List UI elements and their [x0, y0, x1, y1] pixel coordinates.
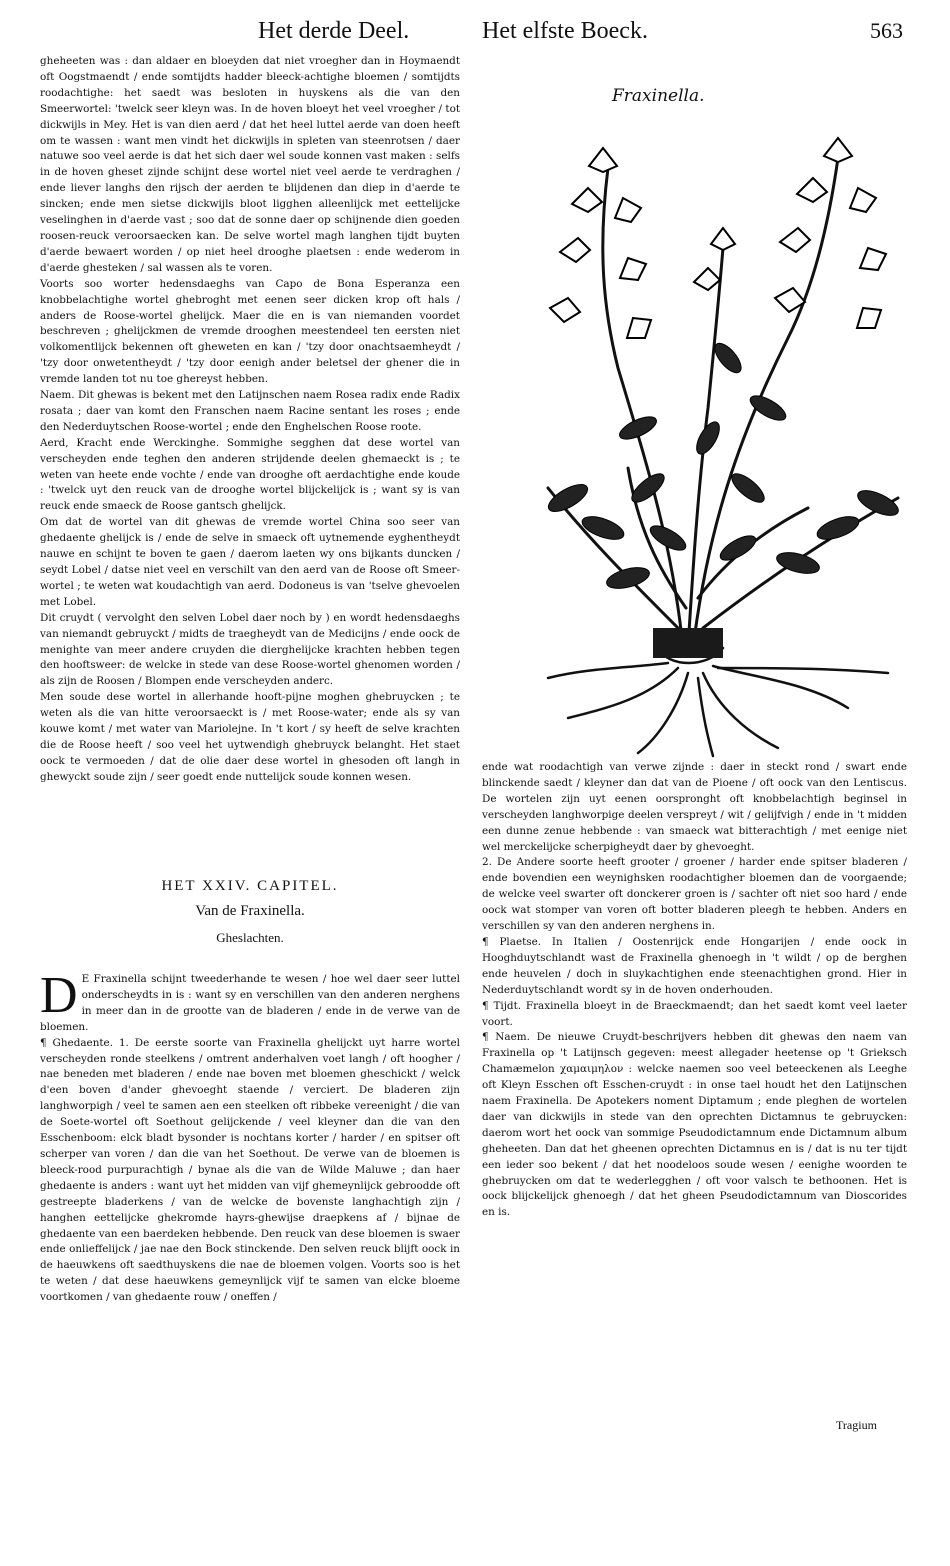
drop-cap: D — [40, 967, 78, 1024]
paragraph: Voorts soo worter hedensdaeghs van Capo de Bona Esperanza een knobbelachtighe wortel ghebroght met eenen seer dicken krop oft hals / anders de Roose-wortel ghelijck. Maer die en is van niemanden voordet beschreven ; ghelijckmen de vremde drooghen meestendeel ten eersten niet volkomentlijck bekennen oft gheweten en kan / 'tzy door onachtsaemheydt / 'tzy door onwetentheydt / 'tzy door eenigh ander beletsel der ghener die in vremde landen tot nu toe ghereyst hebben. — [40, 277, 460, 386]
right-column — [482, 760, 907, 1221]
paragraph: gheheeten was : dan aldaer en bloeyden dat niet vroegher dan in Hoymaendt oft Oogstmaendt / ende somtijdts hadder bleeck-achtighe bloemen / somtijdts roodachtighe: het saedt was besloten in huyskens als die van den Smeerwortel: 'twelck seer kleyn was. In de hoven bloeyt het veel vroegher / tot dickwijls in Mey. Het is van dien aerd / dat het heel luttel aerde van doen heeft om te wassen : want men vindt het dickwijls in spleten van steenrotsen / daer natuwe soo veel aerde is dat het sich daer wel soude konnen vast maken : selfs in de hoven gheset zijnde schijnt dese wortel niet veel aerde te verdraghen / ende liever langhs den rijsch der aerden te blijdenen dan diep in d'aerde te sincken; ende men sietse dickwijls bloot ligghen alleenlijck met eettelijcke veselinghen in d'aerde vast ; soo dat de sonne daer op schijnende dien goeden roosen-reuck veroorsaecken kan. De selve wortel magh langhen tijdt buyten d'aerde bewaert worden / op niet heel drooghe plaetsen : ende wederom in d'aerde ghesteken / sal wassen als te voren. — [40, 55, 460, 274]
left-column-bottom — [40, 967, 460, 1306]
running-head-part: Het derde Deel. — [258, 18, 410, 44]
paragraph-text: E Fraxinella schijnt tweederhande te wesen / hoe wel daer seer luttel onderscheydts in is : want sy en verschillen van den anderen nerghens in meer dan in de grootte van de bladeren / ende in de verwe van de bloemen. — [40, 973, 460, 1033]
paragraph: ¶ Plaetse. In Italien / Oostenrijck ende Hongarijen / ende oock in Hooghduytschlandt wast de Fraxinella ghenoegh in 't wildt / op de berghen ende heuvelen / doch in sluykachtighen ende steenachtighen grond. Hier in Nederduytschlandt wordt sy in de hoven onderhouden. — [482, 935, 907, 996]
paragraph: Dit cruydt ( vervolght den selven Lobel daer noch by ) en wordt hedensdaeghs van niemandt gebruyckt / midts de traegheydt van de Medicijns / ende oock de menighte van meer andere cruyden die dierghelijcke krachten hebben tegen den hooftsweer: de welcke in stede van dese Roose-wortel ghenomen worden / als zijn de Roosen / Blompen ende verscheyden anderc. — [40, 611, 460, 688]
catchword: Tragium — [836, 1418, 877, 1432]
paragraph — [40, 967, 460, 1036]
paragraph: Men soude dese wortel in allerhande hooft-pijne moghen ghebruycken ; te weten als die van hitte veroorsaeckt is / met Roose-water; ende als sy van kouwe komt / met water van Mariolejne. In 't kort / sy heeft de selve krachten die de Roose heeft / soo veel het uytwendigh ghebruyck belanght. Het staet oock te vermoeden / dat de olie daer dese wortel in ghesoden oft langh in ghewyckt soude zijn / seer goedt ende nuttelijck soude konnen wesen. — [40, 691, 460, 783]
paragraph: Aerd, Kracht ende Werckinghe. Sommighe segghen dat dese wortel van verscheyden ende teghen den anderen strijdende deelen ghemaeckt is ; te weten van heete ende vochte / ende van drooghe oft aerdachtighe ende koude : 'twelck uyt den reuck van de drooghe wortel blijckelijck is ; want sy is van reuck ende smaeck de Roose gantsch ghelijck. — [40, 436, 460, 513]
left-column-top — [40, 54, 460, 786]
running-head-book: Het elfste Boeck. — [482, 18, 648, 44]
chapter-heading — [40, 878, 460, 946]
fraxinella-woodcut — [508, 108, 928, 760]
chapter-title: Van de Fraxinella. — [195, 903, 305, 919]
paragraph: Om dat de wortel van dit ghewas de vremde wortel China soo seer van ghedaente ghelijck is / ende de selve in smaeck oft uytnemende eyghentheydt nauwe en schijnt te boven te gaen / daerom laeten wy ons bijkants duncken / seydt Lobel / datse niet veel en verschilt van den aerd van de Roose oft Smeer-wortel ; te weten wat koudachtigh van aerd. Dodoneus is van 'tselve ghevoelen met Lobel. — [40, 516, 460, 608]
section-heading: Gheslachten. — [216, 930, 284, 945]
paragraph: ¶ Naem. De nieuwe Cruydt-beschrijvers hebben dit ghewas den naem van Fraxinella op 't Latijnsch gegeven: meest allegader heetense op 't Grieksch Chamæmelon χαμαιμηλον : welcke naemen soo veel beteeckenen als Leeghe oft Kleyn Esschen oft Esschen-cruydt : in onse tael houdt het den Latijnschen naem Fraxinella. De Apotekers noment Diptamum ; ende pleghen de wortelen daer van dickwijls in stede van den oprechten Dictamnus te gebruycken: daerom wort het oock van sommige Pseudodictamnum ende Dictamnum album gheheeten. Dan dat het gheenen oprechten Dictamnus en is / dat is nu ter tijdt een ieder soo bekent / dat het noodeloos soude wesen / eenighe woorden te ghebruycken om dat te wederlegghen / oft voor valsch te bethoonen. Het is oock blijckelijck ghenoegh / dat het gheen Pseudodictamnum van Dioscorides en is. — [482, 1031, 907, 1219]
paragraph: ¶ Ghedaente. 1. De eerste soorte van Fraxinella ghelijckt uyt harre wortel verscheyden ronde steelkens / omtrent anderhalven voet langh / oft hoogher / nae beneden met bladeren / ende nae boven met bloemen gheschickt / welck d'een boven d'ander ghevoeght staende / verciert. De bladeren zijn langhworpigh / veel te samen aen een steelken oft ribbeke vereenight / die van de Soete-wortel oft Soethout gelijckende / veel kleyner dan die van den Esschenboom: elck bladt bysonder is nochtans korter / harder / en spitser oft scherper van voren / dan die van het Soethout. De verwe van de bloemen is bleeck-rood purpurachtigh / bynae als die van de Wilde Maluwe ; dan haer ghedaente is anders : want uyt het midden van vijf ghemeynlijck gebroodde oft gestreepte bladerkens / van de welcke de bovenste langhachtigh zijn / hanghen eettelijcke ghekromde hayrs-ghewijse draepkens af / bijnae de ghedaente van een baerdeken hebbende. Den reuck van dese bloemen is swaer ende onlieffelijck / jae nae den Bock stinckende. Den selven reuck blijft oock in de haeuwkens oft saedthuyskens die nae de bloemen volgen. Voorts soo is het te weten / dat dese haeuwkens gemeynlijck vijf te samen van elcke bloeme voortkomen / van ghedaente rouw / oneffen / — [40, 1036, 460, 1304]
paragraph: ende wat roodachtigh van verwe zijnde : daer in steckt rond / swart ende blinckende saedt / kleyner dan dat van de Pioene / oft oock van den Lentiscus. De wortelen zijn uyt eenen oorspronght oft knobbelachtigh beginsel in verscheyden langhworpige deelen verspreyt / wit / gelijfvigh / ende in 't midden een dunne zenue hebbende : van smaeck wat bitterachtigh / met eenige niet wel merckelijcke scherpigheydt daer by ghevoeght. — [482, 761, 907, 853]
paragraph: Naem. Dit ghewas is bekent met den Latijnschen naem Rosea radix ende Radix rosata ; daer van komt den Franschen naem Racine sentant les roses ; ende den Nederduytschen Roose-wortel ; ende den Enghelschen Roose roote. — [40, 389, 460, 433]
paragraph: 2. De Andere soorte heeft grooter / groener / harder ende spitser bladeren / ende bovendien een weynighsken roodachtigher bloemen dan de voorgaende; de welcke veel swarter oft donckerer groen is / sachter oft niet soo hard / ende oock wat stomper van voren oft botter bladeren pleegh te hebben. Anders en verschillen sy van den anderen nerghens in. — [482, 856, 907, 933]
chapter-number: HET XXIV. CAPITEL. — [161, 878, 339, 894]
page-number: 563 — [870, 18, 903, 43]
figure-title: Fraxinella. — [612, 86, 705, 106]
paragraph: ¶ Tijdt. Fraxinella bloeyt in de Braeckmaendt; dan het saedt komt veel laeter voort. — [482, 999, 907, 1028]
